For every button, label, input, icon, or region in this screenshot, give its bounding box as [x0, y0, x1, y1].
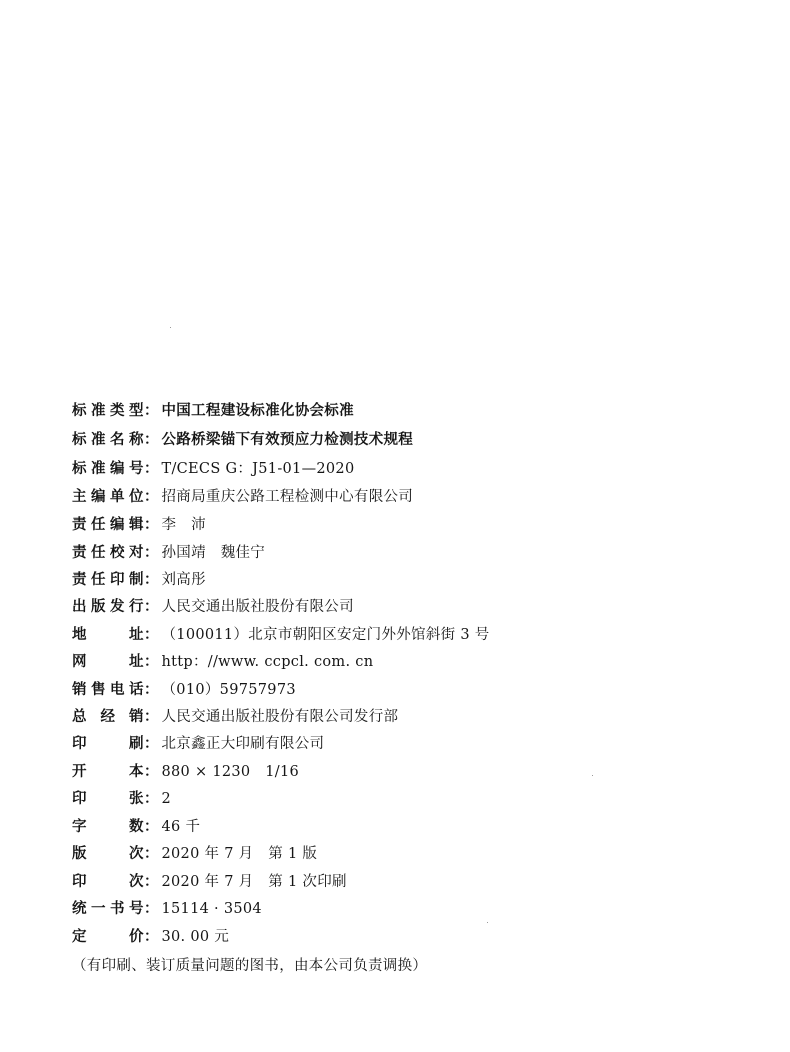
sheets-value: 2: [161, 791, 172, 807]
sales-phone-row: [72, 678, 296, 702]
proofreader-label: 责任校对: [72, 545, 144, 561]
address-label: 地 址: [72, 627, 144, 643]
sheets-row: [72, 787, 171, 811]
format-value: 880 × 1230 1/16: [161, 764, 300, 780]
proofreader-row: [72, 541, 265, 565]
website-label: 网 址: [72, 654, 144, 670]
price-label: 定 价: [72, 929, 144, 945]
standard-type-label: 标准类型: [72, 403, 144, 419]
print-supervisor-value: 刘高彤: [161, 572, 206, 588]
separator: ：: [144, 736, 159, 752]
separator: ：: [144, 764, 159, 780]
publisher-label: 出版发行: [72, 599, 144, 615]
print-supervisor-label: 责任印制: [72, 572, 144, 588]
printer-label: 印 刷: [72, 736, 144, 752]
separator: ：: [144, 599, 159, 615]
separator: ：: [144, 403, 159, 419]
address-value: （100011）北京市朝阳区安定门外外馆斜街 3 号: [161, 627, 490, 643]
scan-speck: [487, 922, 488, 923]
separator: ：: [144, 901, 159, 917]
chief-editor-unit-label: 主编单位: [72, 489, 144, 505]
separator: ：: [144, 709, 159, 725]
book-number-value: 15114 · 3504: [161, 901, 262, 917]
publisher-value: 人民交通出版社股份有限公司: [161, 599, 354, 615]
separator: ：: [144, 846, 159, 862]
separator: ：: [144, 791, 159, 807]
printer-value: 北京鑫正大印刷有限公司: [161, 736, 325, 752]
standard-name-row: [72, 428, 413, 452]
standard-number-value: T/CECS G：J51-01—2020: [161, 461, 355, 477]
separator: ：: [144, 489, 159, 505]
printing-value: 2020 年 7 月 第 1 次印刷: [161, 874, 347, 890]
standard-number-label: 标准编号: [72, 461, 144, 477]
sales-phone-value: （010）59757973: [161, 682, 296, 698]
responsible-editor-row: [72, 513, 206, 537]
chief-editor-unit-value: 招商局重庆公路工程检测中心有限公司: [161, 489, 414, 505]
standard-number-row: [72, 457, 354, 481]
responsible-editor-value: 李 沛: [161, 517, 206, 533]
distributor-label: 总 经 销: [72, 709, 144, 725]
separator: ：: [144, 432, 159, 448]
standard-name-label: 标准名称: [72, 432, 144, 448]
distributor-row: [72, 705, 398, 729]
quality-footnote: （有印刷、装订质量问题的图书，由本公司负责调换）: [72, 958, 428, 974]
standard-type-value: 中国工程建设标准化协会标准: [161, 403, 354, 419]
printer-row: [72, 732, 324, 756]
book-number-label: 统一书号: [72, 901, 144, 917]
separator: ：: [144, 572, 159, 588]
standard-name-value: 公路桥梁锚下有效预应力检测技术规程: [161, 432, 414, 448]
word-count-value: 46 千: [161, 819, 201, 835]
format-row: [72, 760, 299, 784]
sheets-label: 印 张: [72, 791, 144, 807]
separator: ：: [144, 461, 159, 477]
proofreader-value: 孙国靖 魏佳宁: [161, 545, 266, 561]
standard-type-row: [72, 399, 354, 423]
word-count-label: 字 数: [72, 819, 144, 835]
chief-editor-unit-row: [72, 485, 413, 509]
print-supervisor-row: [72, 568, 206, 592]
edition-value: 2020 年 7 月 第 1 版: [161, 846, 318, 862]
price-value: 30. 00 元: [161, 929, 230, 945]
word-count-row: [72, 815, 200, 839]
printing-label: 印 次: [72, 874, 144, 890]
separator: ：: [144, 545, 159, 561]
separator: ：: [144, 654, 159, 670]
separator: ：: [144, 819, 159, 835]
separator: ：: [144, 874, 159, 890]
address-row: [72, 623, 490, 647]
publisher-row: [72, 595, 354, 619]
book-number-row: [72, 897, 262, 921]
edition-label: 版 次: [72, 846, 144, 862]
website-value: http：//www. ccpcl. com. cn: [161, 654, 374, 670]
price-row: [72, 925, 229, 949]
format-label: 开 本: [72, 764, 144, 780]
responsible-editor-label: 责任编辑: [72, 517, 144, 533]
separator: ：: [144, 682, 159, 698]
printing-row: [72, 870, 347, 894]
sales-phone-label: 销售电话: [72, 682, 144, 698]
separator: ：: [144, 627, 159, 643]
website-row: [72, 650, 373, 674]
separator: ：: [144, 929, 159, 945]
separator: ：: [144, 517, 159, 533]
scan-speck: [592, 775, 593, 776]
distributor-value: 人民交通出版社股份有限公司发行部: [161, 709, 399, 725]
scan-speck: [170, 327, 171, 328]
edition-row: [72, 842, 317, 866]
